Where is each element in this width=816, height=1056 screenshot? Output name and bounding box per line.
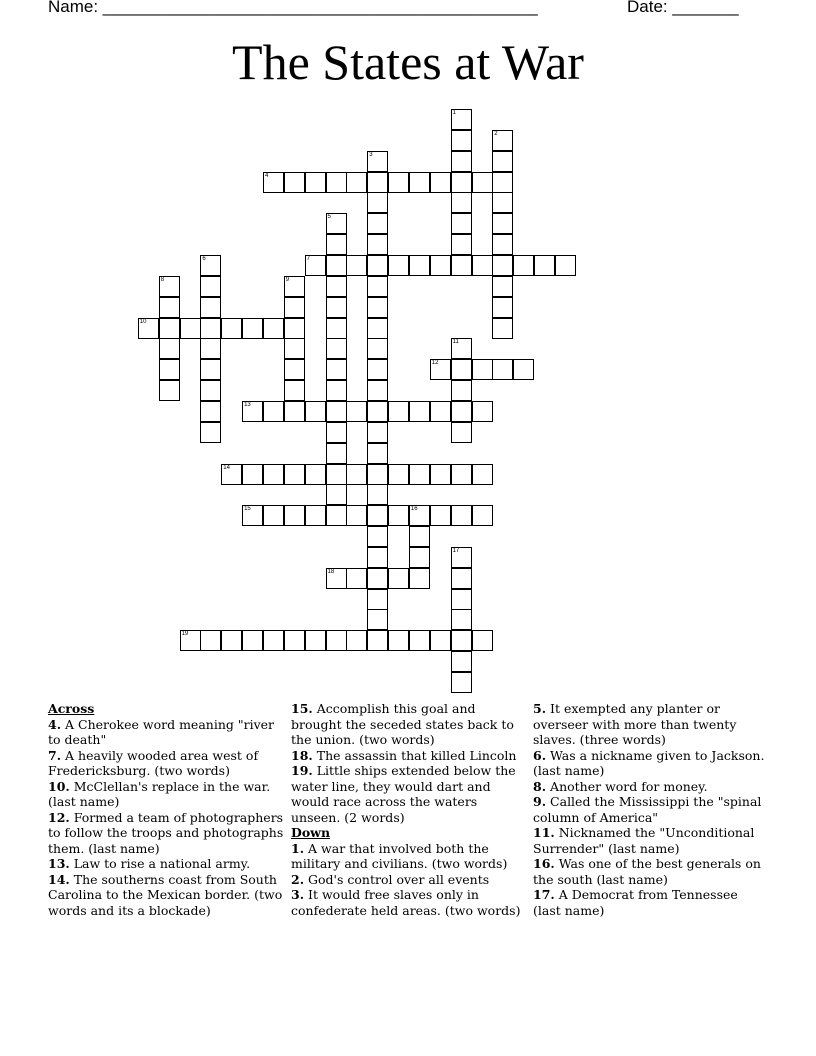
crossword-cell[interactable] [451, 568, 472, 589]
crossword-cell[interactable] [409, 401, 430, 422]
crossword-cell[interactable] [430, 172, 451, 193]
crossword-cell[interactable] [326, 484, 347, 505]
crossword-cell[interactable] [326, 234, 347, 255]
crossword-cell[interactable] [242, 630, 263, 651]
crossword-cell[interactable] [367, 234, 388, 255]
across-clue: 7. A heavily wooded area west of Fredericksburg. (two words) [48, 747, 259, 778]
crossword-cell[interactable] [326, 505, 347, 526]
clue-number: 12 [431, 360, 439, 367]
crossword-cell[interactable] [242, 505, 263, 526]
crossword-cell[interactable] [200, 255, 221, 276]
crossword-cell[interactable] [388, 172, 409, 193]
crossword-cell[interactable] [451, 401, 472, 422]
crossword-cell[interactable] [242, 464, 263, 485]
across-clue: 19. Little ships extended below the water line, they would dart and would race across the waters unseen. (2 words) [291, 763, 516, 825]
crossword-cell[interactable] [159, 297, 180, 318]
crossword-cell[interactable] [472, 359, 493, 380]
crossword-cell[interactable] [367, 422, 388, 443]
crossword-cell[interactable] [284, 464, 305, 485]
crossword-cell[interactable] [451, 151, 472, 172]
crossword-cell[interactable] [326, 464, 347, 485]
crossword-cell[interactable] [284, 276, 305, 297]
crossword-cell[interactable] [305, 401, 326, 422]
crossword-cell[interactable] [367, 547, 388, 568]
crossword-cell[interactable] [492, 151, 513, 172]
name-field-label: Name: ______________________________________________ [48, 0, 538, 16]
date-field-label: Date: _______ [627, 0, 739, 16]
down-clue: 8. Another word for money. [533, 778, 708, 794]
crossword-cell[interactable] [492, 130, 513, 151]
crossword-cell[interactable] [451, 505, 472, 526]
crossword-cell[interactable] [200, 276, 221, 297]
crossword-cell[interactable] [451, 609, 472, 630]
crossword-cell[interactable] [346, 255, 367, 276]
crossword-cell[interactable] [451, 589, 472, 610]
across-clue: 14. The southerns coast from South Carolina to the Mexican border. (two words and its a blockade) [48, 871, 283, 918]
clue-number: 19 [181, 631, 189, 638]
crossword-cell[interactable] [492, 297, 513, 318]
crossword-cell[interactable] [326, 338, 347, 359]
crossword-cell[interactable] [326, 630, 347, 651]
crossword-cell[interactable] [451, 255, 472, 276]
crossword-cell[interactable] [242, 401, 263, 422]
crossword-cell[interactable] [492, 318, 513, 339]
crossword-cell[interactable] [200, 297, 221, 318]
crossword-cell[interactable] [430, 630, 451, 651]
crossword-cell[interactable] [472, 401, 493, 422]
crossword-cell[interactable] [451, 359, 472, 380]
crossword-cell[interactable] [451, 547, 472, 568]
crossword-cell[interactable] [451, 172, 472, 193]
across-clue: 15. Accomplish this goal and brought the seceded states back to the union. (two words) [291, 701, 514, 747]
crossword-cell[interactable] [367, 464, 388, 485]
crossword-cell[interactable] [409, 505, 430, 526]
clue-number: 13 [244, 401, 251, 408]
crossword-cell[interactable] [284, 401, 305, 422]
crossword-cell[interactable] [305, 505, 326, 526]
crossword-cell[interactable] [367, 609, 388, 630]
crossword-cell[interactable] [346, 568, 367, 589]
down-clue: 17. A Democrat from Tennessee (last name) [533, 887, 738, 918]
crossword-cell[interactable] [513, 359, 534, 380]
crossword-cell[interactable] [451, 672, 472, 693]
crossword-cell[interactable] [367, 338, 388, 359]
crossword-cell[interactable] [200, 359, 221, 380]
crossword-cell[interactable] [284, 630, 305, 651]
crossword-cell[interactable] [221, 630, 242, 651]
down-clue: 5. It exempted any planter or overseer with more than twenty slaves. (three words) [533, 701, 737, 747]
clue-column-1 [48, 701, 284, 918]
crossword-cell[interactable] [326, 568, 347, 589]
crossword-cell[interactable] [534, 255, 555, 276]
crossword-cell[interactable] [200, 422, 221, 443]
across-clue: 18. The assassin that killed Lincoln [291, 747, 517, 763]
clue-number: 8 [160, 276, 165, 283]
crossword-cell[interactable] [367, 443, 388, 464]
clue-number: 3 [369, 151, 373, 158]
crossword-cell[interactable] [326, 380, 347, 401]
crossword-cell[interactable] [367, 630, 388, 651]
crossword-cell[interactable] [221, 464, 242, 485]
crossword-cell[interactable] [367, 526, 388, 547]
crossword-cell[interactable] [326, 359, 347, 380]
crossword-cell[interactable] [284, 359, 305, 380]
clue-number: 5 [327, 214, 331, 221]
crossword-cell[interactable] [513, 255, 534, 276]
crossword-cell[interactable] [326, 443, 347, 464]
crossword-cell[interactable] [305, 255, 326, 276]
crossword-cell[interactable] [346, 401, 367, 422]
crossword-cell[interactable] [159, 380, 180, 401]
crossword-cell[interactable] [409, 464, 430, 485]
crossword-cell[interactable] [430, 255, 451, 276]
crossword-cell[interactable] [555, 255, 576, 276]
crossword-cell[interactable] [451, 630, 472, 651]
crossword-cell[interactable] [409, 568, 430, 589]
crossword-cell[interactable] [284, 297, 305, 318]
crossword-cell[interactable] [472, 464, 493, 485]
crossword-cell[interactable] [346, 464, 367, 485]
clue-number: 14 [223, 464, 230, 471]
crossword-cell[interactable] [388, 401, 409, 422]
crossword-cell[interactable] [326, 213, 347, 234]
clue-number: 10 [139, 318, 147, 325]
crossword-cell[interactable] [451, 213, 472, 234]
down-clue: 11. Nicknamed the "Unconditional Surrender" (last name) [533, 825, 755, 856]
clue-number: 9 [285, 276, 290, 283]
crossword-cell[interactable] [367, 401, 388, 422]
clue-number: 11 [452, 339, 459, 346]
crossword-cell[interactable] [263, 464, 284, 485]
crossword-cell[interactable] [492, 192, 513, 213]
down-clue: 6. Was a nickname given to Jackson. (last name) [533, 747, 765, 778]
crossword-cell[interactable] [451, 234, 472, 255]
crossword-cell[interactable] [409, 547, 430, 568]
crossword-cell[interactable] [472, 505, 493, 526]
crossword-cell[interactable] [492, 172, 513, 193]
clue-number: 7 [306, 256, 310, 262]
crossword-cell[interactable] [367, 213, 388, 234]
crossword-cell[interactable] [388, 568, 409, 589]
crossword-cell[interactable] [472, 172, 493, 193]
crossword-cell[interactable] [367, 484, 388, 505]
crossword-cell[interactable] [326, 297, 347, 318]
crossword-cell[interactable] [451, 338, 472, 359]
down-clue: 9. Called the Mississippi the "spinal column of America" [533, 794, 762, 825]
down-clue: 3. It would free slaves only in confederate held areas. (two words) [291, 887, 521, 918]
crossword-cell[interactable] [284, 318, 305, 339]
crossword-cell[interactable] [409, 526, 430, 547]
crossword-cell[interactable] [284, 505, 305, 526]
crossword-cell[interactable] [180, 630, 201, 651]
across-clue: 12. Formed a team of photographers to follow the troops and photographs them. (last name) [48, 809, 284, 856]
crossword-cell[interactable] [430, 464, 451, 485]
crossword-cell[interactable] [430, 359, 451, 380]
crossword-cell[interactable] [367, 192, 388, 213]
crossword-cell[interactable] [430, 505, 451, 526]
across-heading: Across [48, 701, 95, 716]
clue-number: 2 [494, 130, 498, 137]
clue-column-3 [533, 701, 769, 918]
crossword-cell[interactable] [242, 318, 263, 339]
down-clue: 2. God's control over all events [291, 871, 490, 887]
crossword-cell[interactable] [305, 464, 326, 485]
crossword-cell[interactable] [326, 276, 347, 297]
crossword-cell[interactable] [263, 318, 284, 339]
crossword-cell[interactable] [346, 630, 367, 651]
crossword-cell[interactable] [346, 505, 367, 526]
down-clue: 16. Was one of the best generals on the south (last name) [533, 856, 761, 887]
crossword-cell[interactable] [180, 318, 201, 339]
crossword-cell[interactable] [409, 255, 430, 276]
crossword-cell[interactable] [492, 276, 513, 297]
crossword-cell[interactable] [367, 380, 388, 401]
crossword-cell[interactable] [472, 630, 493, 651]
clue-number: 15 [244, 506, 251, 513]
clue-column-2 [291, 701, 527, 918]
clue-number: 4 [265, 172, 269, 179]
crossword-cell[interactable] [492, 234, 513, 255]
crossword-cell[interactable] [159, 318, 180, 339]
crossword-cell[interactable] [367, 359, 388, 380]
crossword-cell[interactable] [388, 630, 409, 651]
crossword-cell[interactable] [305, 172, 326, 193]
crossword-cell[interactable] [284, 338, 305, 359]
crossword-cell[interactable] [284, 172, 305, 193]
crossword-cell[interactable] [159, 359, 180, 380]
crossword-cell[interactable] [263, 630, 284, 651]
crossword-cell[interactable] [430, 401, 451, 422]
crossword-cell[interactable] [305, 630, 326, 651]
clue-number: 16 [410, 506, 418, 513]
crossword-cell[interactable] [326, 422, 347, 443]
crossword-cell[interactable] [451, 109, 472, 130]
crossword-cell[interactable] [326, 255, 347, 276]
crossword-cell[interactable] [451, 192, 472, 213]
crossword-cell[interactable] [367, 172, 388, 193]
crossword-cell[interactable] [451, 464, 472, 485]
clue-number: 6 [202, 256, 206, 262]
crossword-cell[interactable] [451, 380, 472, 401]
crossword-cell[interactable] [200, 318, 221, 339]
crossword-cell[interactable] [367, 276, 388, 297]
crossword-cell[interactable] [326, 401, 347, 422]
crossword-cell[interactable] [200, 380, 221, 401]
crossword-cell[interactable] [492, 359, 513, 380]
crossword-cell[interactable] [472, 255, 493, 276]
crossword-cell[interactable] [326, 318, 347, 339]
crossword-cell[interactable] [367, 568, 388, 589]
crossword-cell[interactable] [388, 505, 409, 526]
puzzle-title: The States at War [232, 34, 584, 90]
crossword-cell[interactable] [159, 276, 180, 297]
across-clue: 10. McClellan's replace in the war. (last name) [48, 778, 271, 809]
crossword-cell[interactable] [263, 505, 284, 526]
clue-number: 17 [452, 547, 460, 554]
crossword-cell[interactable] [451, 651, 472, 672]
crossword-cell[interactable] [492, 255, 513, 276]
crossword-cell[interactable] [200, 338, 221, 359]
crossword-cell[interactable] [326, 172, 347, 193]
crossword-cell[interactable] [388, 464, 409, 485]
crossword-cell[interactable] [367, 151, 388, 172]
down-heading: Down [291, 825, 331, 840]
crossword-cell[interactable] [451, 130, 472, 151]
crossword-cell[interactable] [263, 401, 284, 422]
crossword-cell[interactable] [200, 630, 221, 651]
across-clue: 13. Law to rise a national army. [48, 856, 251, 871]
crossword-cell[interactable] [367, 318, 388, 339]
crossword-cell[interactable] [367, 255, 388, 276]
crossword-cell[interactable] [263, 172, 284, 193]
crossword-cell[interactable] [138, 318, 159, 339]
crossword-cell[interactable] [284, 380, 305, 401]
crossword-cell[interactable] [367, 589, 388, 610]
clue-number: 18 [327, 568, 335, 575]
crossword-cell[interactable] [367, 297, 388, 318]
crossword-cell[interactable] [367, 505, 388, 526]
crossword-cell[interactable] [409, 630, 430, 651]
crossword-cell[interactable] [451, 422, 472, 443]
crossword-cell[interactable] [492, 213, 513, 234]
down-clue: 1. A war that involved both the military and civilians. (two words) [291, 840, 508, 871]
crossword-cell[interactable] [388, 255, 409, 276]
crossword-cell[interactable] [346, 172, 367, 193]
crossword-cell[interactable] [221, 318, 242, 339]
clue-number: 1 [452, 110, 456, 116]
crossword-cell[interactable] [200, 401, 221, 422]
crossword-cell[interactable] [159, 338, 180, 359]
crossword-cell[interactable] [409, 172, 430, 193]
across-clue: 4. A Cherokee word meaning "river to death" [48, 716, 275, 747]
